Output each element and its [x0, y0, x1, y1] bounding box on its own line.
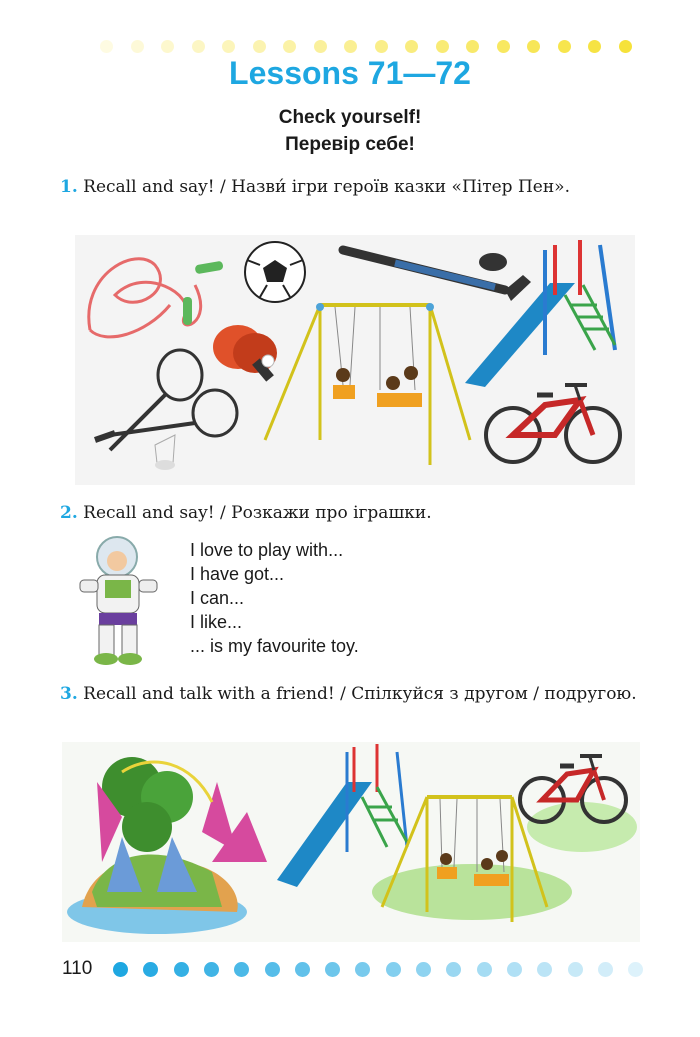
decorative-dot — [100, 40, 113, 53]
subtitle-english: Check yourself! — [278, 107, 422, 128]
decorative-dot — [507, 962, 522, 977]
decorative-dot — [113, 962, 128, 977]
decorative-dot — [265, 962, 280, 977]
decorative-dot — [619, 40, 632, 53]
decorative-dot — [405, 40, 418, 53]
page-title: Lessons 71—72 — [229, 55, 471, 91]
task-1-instruction — [60, 174, 640, 201]
decorative-dot — [558, 40, 571, 53]
decorative-dot — [222, 40, 235, 53]
football-image — [245, 242, 305, 302]
decorative-dot — [143, 962, 158, 977]
decorative-dot — [204, 962, 219, 977]
decorative-dot — [253, 40, 266, 53]
phrase-line: I can... — [190, 588, 245, 608]
decorative-dot — [477, 962, 492, 977]
decorative-dot — [527, 40, 540, 53]
decorative-dot — [386, 962, 401, 977]
decorative-dot — [497, 40, 510, 53]
decorative-dot — [283, 40, 296, 53]
decorative-dot — [375, 40, 388, 53]
decorative-dot — [628, 962, 643, 977]
phrase-list — [190, 538, 359, 658]
page-number: 110 — [62, 958, 93, 979]
decorative-dot — [598, 962, 613, 977]
decorative-dot — [192, 40, 205, 53]
decorative-dot — [344, 40, 357, 53]
playground-illustration — [62, 742, 640, 942]
decorative-dot — [234, 962, 249, 977]
phrase-line: I have got... — [190, 564, 285, 584]
decorative-dot — [131, 40, 144, 53]
phrase-line: I like... — [190, 612, 243, 632]
task-text: Recall and say! / Назви́ ігри героїв казки «Пітер Пен». — [83, 177, 570, 197]
task-text: Recall and talk with a friend! / Спілкуйся з другом / подругою. — [83, 684, 637, 704]
decorative-dot — [174, 962, 189, 977]
task-3-instruction — [60, 681, 640, 708]
decorative-dot — [314, 40, 327, 53]
task-number: 1. — [60, 177, 78, 197]
decorative-dot — [537, 962, 552, 977]
decorative-dot — [416, 962, 431, 977]
decorative-dot — [446, 962, 461, 977]
task-number: 2. — [60, 503, 78, 523]
games-illustration — [75, 235, 635, 485]
phrase-line: I love to play with... — [190, 540, 344, 560]
decorative-dot — [436, 40, 449, 53]
decorative-dot-row-bottom — [113, 962, 643, 978]
space-ranger-toy-image — [75, 535, 165, 670]
decorative-dot — [355, 962, 370, 977]
decorative-dot — [325, 962, 340, 977]
decorative-dot — [588, 40, 601, 53]
decorative-dot — [161, 40, 174, 53]
task-number: 3. — [60, 684, 78, 704]
task-text: Recall and say! / Розкажи про іграшки. — [83, 503, 432, 523]
decorative-dot — [568, 962, 583, 977]
decorative-dot — [466, 40, 479, 53]
decorative-dot-row-top — [100, 40, 660, 56]
subtitle-ukrainian: Перевір себе! — [285, 134, 415, 155]
decorative-dot — [295, 962, 310, 977]
phrase-line: ... is my favourite toy. — [190, 636, 359, 656]
task-2-instruction — [60, 500, 640, 527]
